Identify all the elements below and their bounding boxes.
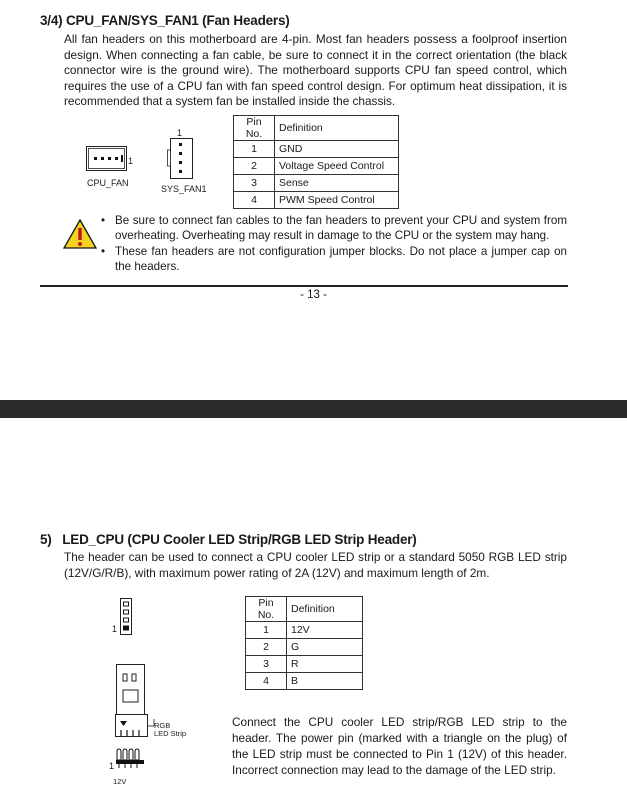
manual-page-14 bbox=[0, 418, 627, 812]
pin-no-cell: 2 bbox=[234, 158, 275, 175]
manual-page-13 bbox=[0, 0, 627, 400]
pin-no-cell: 2 bbox=[246, 639, 287, 656]
footer-divider bbox=[40, 285, 568, 287]
warning-item: • These fan headers are not configuration jumper blocks. Do not place a jumper cap on the headers. bbox=[101, 244, 567, 275]
cpu-fan-label: CPU_FAN bbox=[87, 178, 129, 188]
fan-headers-description: All fan headers on this motherboard are 4-pin. Most fan headers possess a foolproof insertion design. When connecting a fan cable, be sure to connect it in the correct orientation (the black connector wire is the ground wire). The motherboard supports CPU fan speed control, which requires the use of a CPU fan with fan speed control design. For optimum heat dissipation, it is recommended that a system fan be installed inside the chassis. bbox=[64, 32, 567, 109]
cpu-fan-header-diagram bbox=[86, 146, 134, 174]
sys-fan-pin1-label: 1 bbox=[177, 128, 183, 138]
warning-item: • Be sure to connect fan cables to the fan headers to prevent your CPU and system from overheating. Overheating may result in damage to the CPU or the system may hang. bbox=[101, 213, 567, 244]
definition-cell: Voltage Speed Control bbox=[275, 158, 399, 175]
led-strip-plug-icon bbox=[108, 664, 158, 774]
table-header-row bbox=[234, 116, 399, 141]
definition-cell: G bbox=[287, 639, 363, 656]
pin-no-cell: 1 bbox=[246, 622, 287, 639]
definition-cell: B bbox=[287, 673, 363, 690]
led-header-connector-icon bbox=[119, 598, 137, 638]
led-connect-instructions: Connect the CPU cooler LED strip/RGB LED strip to the header. The power pin (marked with a triangle on the plug) of the LED strip must be connected to Pin 1 (12V) of this header. Incorrect connection may lead to the damage of the LED strip. bbox=[232, 715, 567, 777]
rgb-label: RGB bbox=[154, 721, 171, 730]
led-plug-pin1-label: 1 bbox=[109, 761, 115, 771]
table-row bbox=[246, 656, 363, 673]
led-cpu-description: The header can be used to connect a CPU cooler LED strip or a standard 5050 RGB LED strip (12V/G/R/B), with maximum power rating of 2A (12V) and maximum length of 2m. bbox=[64, 550, 567, 580]
fan-pin-table bbox=[233, 115, 399, 209]
definition-cell: Sense bbox=[275, 175, 399, 192]
pin-no-cell: 4 bbox=[234, 192, 275, 209]
cpu-fan-connector-icon bbox=[86, 146, 134, 174]
twelve-volt-label: 12V bbox=[113, 777, 127, 786]
led-strip-plug-diagram bbox=[108, 664, 158, 774]
led-header-pin1-label: 1 bbox=[112, 624, 118, 634]
table-row bbox=[246, 622, 363, 639]
table-row bbox=[246, 639, 363, 656]
pin-no-cell: 4 bbox=[246, 673, 287, 690]
sys-fan-label: SYS_FAN1 bbox=[161, 184, 207, 194]
sys-fan-connector-icon bbox=[166, 138, 196, 182]
pin-no-cell: 3 bbox=[246, 656, 287, 673]
pin-no-header: Pin No. bbox=[234, 116, 275, 141]
warning-icon bbox=[63, 219, 97, 249]
table-row bbox=[234, 158, 399, 175]
table-row bbox=[234, 192, 399, 209]
definition-cell: 12V bbox=[287, 622, 363, 639]
table-row bbox=[234, 141, 399, 158]
table-row bbox=[234, 175, 399, 192]
definition-cell: GND bbox=[275, 141, 399, 158]
led-header-diagram bbox=[119, 598, 137, 638]
cpu-fan-pin1-label: 1 bbox=[128, 156, 134, 166]
warning-list bbox=[101, 213, 567, 275]
sys-fan-header-diagram bbox=[166, 138, 196, 182]
definition-cell: PWM Speed Control bbox=[275, 192, 399, 209]
page-number: - 13 - bbox=[300, 289, 327, 301]
definition-header: Definition bbox=[287, 597, 363, 622]
definition-cell: R bbox=[287, 656, 363, 673]
table-row bbox=[246, 673, 363, 690]
led-cpu-title: 5) LED_CPU (CPU Cooler LED Strip/RGB LED Strip Header) bbox=[40, 532, 417, 547]
fan-headers-title: 3/4) CPU_FAN/SYS_FAN1 (Fan Headers) bbox=[40, 13, 290, 28]
led-pin-table bbox=[245, 596, 363, 690]
pin-no-cell: 1 bbox=[234, 141, 275, 158]
pin-no-cell: 3 bbox=[234, 175, 275, 192]
table-header-row bbox=[246, 597, 363, 622]
led-strip-label: LED Strip bbox=[154, 729, 187, 738]
pin-no-header: Pin No. bbox=[246, 597, 287, 622]
definition-header: Definition bbox=[275, 116, 399, 141]
page-separator bbox=[0, 400, 627, 418]
